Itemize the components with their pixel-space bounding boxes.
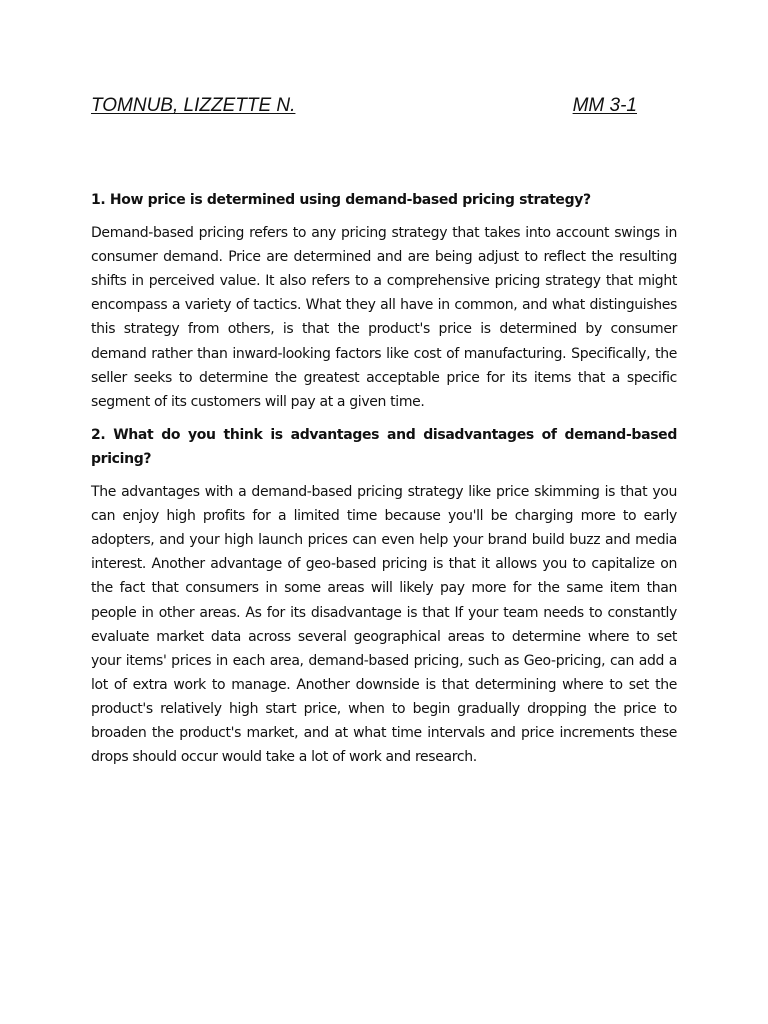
answer-2: The advantages with a demand-based pricing strategy like price skimming is that you can enjoy high profits for a limited time because you'll be charging more to early adopters, and your high launch prices can even help your brand build buzz and media interest. Another advantage of geo-based pricing is that it allows you to capitalize on the fact that consumers in some areas will likely pay more for the same item than people in other areas. As for its disadvantage is that If your team needs to constantly evaluate market data across several geographical areas to determine where to set your items' prices in each area, demand-based pricing, such as Geo-pricing, can add a lot of extra work to manage. Another downside is that determining where to set the product's relatively high start price, when to begin gradually dropping the price to broaden the product's market, and at what time intervals and price increments these drops should occur would take a lot of work and research.	[91, 484, 677, 766]
question-2: 2. What do you think is advantages and disadvantages of demand-based pricing?	[91, 426, 677, 467]
question-1: 1. How price is determined using demand-based pricing strategy?	[91, 192, 591, 208]
answer-1: Demand-based pricing refers to any pricing strategy that takes into account swings in consumer demand. Price are determined and are being adjust to reflect the resulting shifts in perceived value. It also refers to a comprehensive pricing strategy that might encompass a variety of tactics. What they all have in common, and what distinguishes this strategy from others, is that the product's price is determined by consumer demand rather than inward-looking factors like cost of manufacturing. Specifically, the seller seeks to determine the greatest acceptable price for its items that a specific segment of its customers will pay at a given time.	[91, 225, 677, 410]
student-name: TOMNUB, LIZZETTE N.	[91, 95, 296, 116]
document-body	[91, 188, 677, 769]
document-header	[91, 93, 637, 119]
course-code: MM 3-1	[572, 95, 637, 116]
